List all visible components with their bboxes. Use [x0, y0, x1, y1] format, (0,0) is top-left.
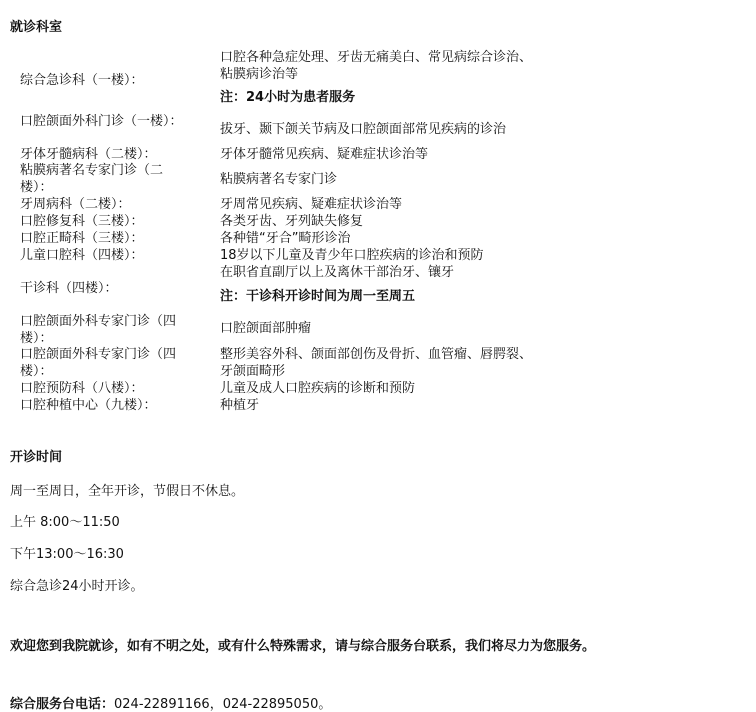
hours-afternoon: 下午13:00～16:30 [10, 547, 124, 562]
dept-desc-maxillofacial-expert-2-line2: 牙颌面畸形 [220, 364, 286, 379]
dept-name-implant: 口腔种植中心（九楼）： [20, 398, 157, 413]
welcome-text: 欢迎您到我院就诊，如有不明之处，或有什么特殊需求，请与综合服务台联系，我们将尽力为您服务。 [10, 639, 596, 654]
section-title: 就诊科室 [10, 20, 63, 35]
dept-desc-orthodontics: 各种错“牙合”畸形诊治 [220, 231, 351, 246]
service-desk-phones: 024-22891166，024-22895050。 [114, 697, 332, 712]
dept-name-mucosa-expert: 粘膜病著名专家门诊（二楼）： [20, 163, 164, 195]
dept-desc-prevention: 儿童及成人口腔疾病的诊断和预防 [220, 381, 416, 396]
dept-name-maxillofacial-expert-2: 口腔颌面外科专家门诊（四楼）： [20, 347, 177, 379]
dept-name-oral-surgery: 口腔颌面外科门诊（一楼）： [20, 114, 183, 129]
service-desk-line [10, 693, 331, 712]
dept-desc-emergency-line1: 口腔各种急症处理、牙齿无痛美白、常见病综合诊治、 [220, 50, 533, 65]
dept-name-prosthodontics: 口腔修复科（三楼）： [20, 214, 144, 229]
dept-name-endodontics: 牙体牙髓病科（二楼）： [20, 147, 157, 162]
dept-desc-pediatric: 18岁以下儿童及青少年口腔疾病的诊治和预防 [220, 248, 484, 263]
dept-name-pediatric: 儿童口腔科（四楼）： [20, 248, 144, 263]
service-desk-label: 综合服务台电话： [10, 697, 115, 712]
dept-desc-periodontics: 牙周常见疾病、疑难症状诊治等 [220, 197, 403, 212]
dept-name-cadre: 干诊科（四楼）： [20, 281, 118, 296]
dept-desc-endodontics: 牙体牙髓常见疾病、疑难症状诊治等 [220, 147, 429, 162]
hours-emergency: 综合急诊24小时开诊。 [10, 579, 144, 594]
dept-name-maxillofacial-expert-1: 口腔颌面外科专家门诊（四楼）： [20, 314, 177, 346]
dept-desc-implant: 种植牙 [220, 398, 260, 413]
hours-line1: 周一至周日，全年开诊，节假日不休息。 [10, 484, 245, 499]
dept-note-emergency: 注：24小时为患者服务 [220, 90, 356, 105]
dept-desc-prosthodontics: 各类牙齿、牙列缺失修复 [220, 214, 364, 229]
hours-title: 开诊时间 [10, 450, 63, 465]
hours-morning: 上午 8:00～11:50 [10, 515, 120, 530]
dept-desc-mucosa-expert: 粘膜病著名专家门诊 [220, 172, 338, 187]
dept-name-periodontics: 牙周病科（二楼）： [20, 197, 131, 212]
dept-desc-oral-surgery: 拔牙、颞下颌关节病及口腔颌面部常见疾病的诊治 [220, 122, 507, 137]
dept-desc-maxillofacial-expert-2-line1: 整形美容外科、颌面部创伤及骨折、血管瘤、唇腭裂、 [220, 347, 533, 362]
dept-desc-maxillofacial-expert-1: 口腔颌面部肿瘤 [220, 321, 312, 336]
dept-name-orthodontics: 口腔正畸科（三楼）： [20, 231, 144, 246]
dept-name-prevention: 口腔预防科（八楼）： [20, 381, 144, 396]
dept-desc-emergency-line2: 粘膜病诊治等 [220, 67, 299, 82]
dept-name-emergency: 综合急诊科（一楼）： [20, 73, 144, 88]
dept-note-cadre: 注：干诊科开诊时间为周一至周五 [220, 289, 416, 304]
dept-desc-cadre: 在职省直副厅以上及离休干部治牙、镶牙 [220, 265, 455, 280]
